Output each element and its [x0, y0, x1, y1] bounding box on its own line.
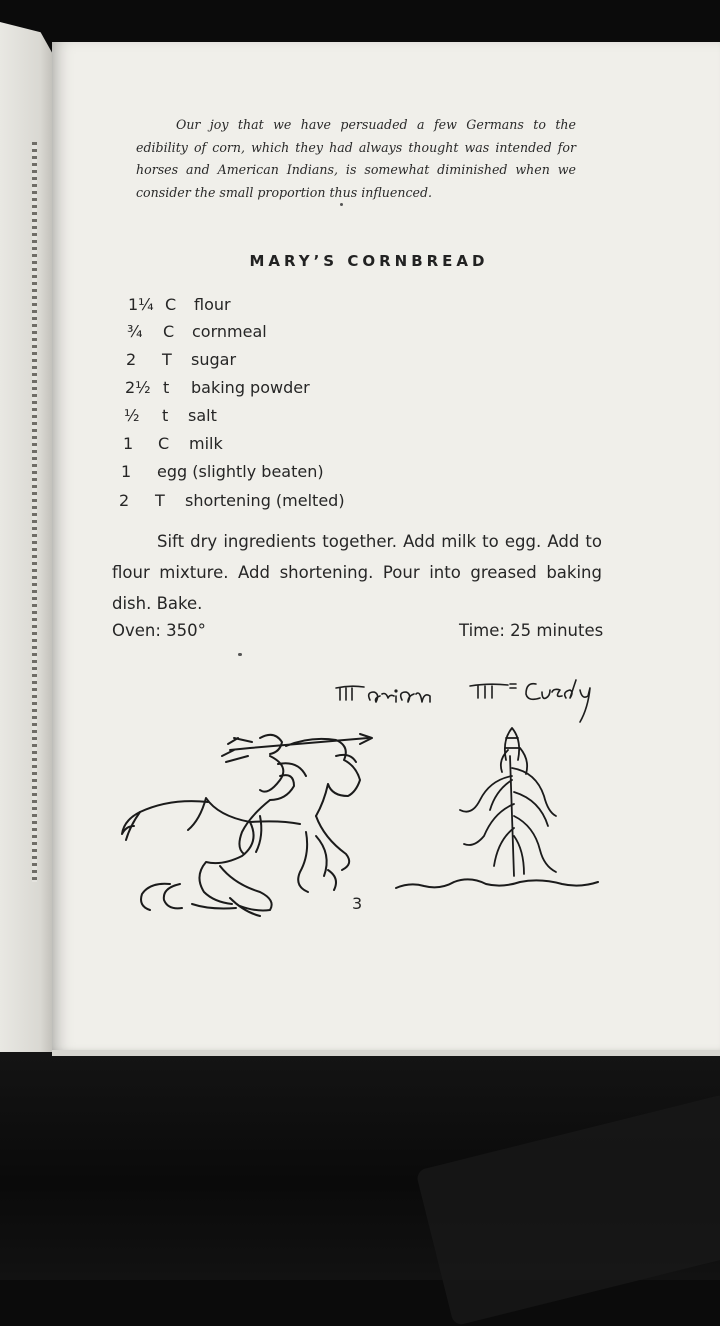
ingredient-row — [125, 377, 385, 399]
ingredient-row — [128, 294, 388, 316]
ingredient-row — [126, 349, 386, 371]
oven-temperature: Oven: 350° — [112, 621, 206, 640]
ingredient-quantity: ½ — [124, 406, 140, 425]
ingredient-item: baking powder — [191, 378, 310, 397]
ingredient-row — [124, 405, 384, 427]
ingredient-item: flour — [194, 295, 231, 314]
recipe-title: MARY’S CORNBREAD — [249, 252, 489, 270]
ingredient-quantity: 1 — [123, 434, 134, 453]
ingredient-quantity: 1¼ — [128, 295, 154, 314]
ingredient-row — [123, 433, 383, 455]
page-bottom-edge — [52, 1050, 720, 1056]
corn-stalk-icon — [460, 728, 556, 876]
ingredient-item: egg (slightly beaten) — [157, 462, 324, 481]
ingredient-row — [127, 321, 387, 343]
intro-paragraph: Our joy that we have persuaded a few Germans to the edibility of corn, which they had always thought was intended for horses and American Indians, is somewhat diminished when we consider the small proportion thus influenced. — [136, 117, 576, 200]
ingredient-row — [119, 490, 379, 512]
ingredient-unit: C — [158, 434, 170, 453]
rider-on-horse-icon — [122, 734, 372, 916]
ingredient-item: shortening (melted) — [185, 491, 345, 510]
ingredient-unit: C — [165, 295, 177, 314]
ingredient-unit: t — [163, 378, 170, 397]
facing-page-edge — [0, 22, 58, 1052]
ingredient-quantity: 2 — [126, 350, 137, 369]
ingredient-row — [121, 461, 381, 483]
ground-line — [396, 879, 598, 888]
method-paragraph: Sift dry ingredients together. Add milk to egg. Add to flour mixture. Add shortening. Pour into greased baking dish. Bake. — [112, 532, 602, 613]
ingredient-unit: T — [155, 491, 165, 510]
ingredient-quantity: 1 — [121, 462, 132, 481]
ink-speck — [340, 203, 343, 206]
ingredient-item: salt — [188, 406, 217, 425]
ingredient-quantity: 2½ — [125, 378, 151, 397]
ingredient-item: sugar — [191, 350, 237, 369]
cooking-time: Time: 25 minutes — [459, 621, 604, 640]
ingredient-item: milk — [189, 434, 223, 453]
page-number: 3 — [352, 894, 363, 913]
ingredient-unit: T — [162, 350, 172, 369]
ingredient-unit: t — [162, 406, 169, 425]
ingredient-item: cornmeal — [192, 322, 267, 341]
ingredient-quantity: ¾ — [127, 322, 143, 341]
ingredient-quantity: 2 — [119, 491, 130, 510]
ink-speck — [238, 653, 242, 656]
ingredient-unit: C — [163, 322, 175, 341]
